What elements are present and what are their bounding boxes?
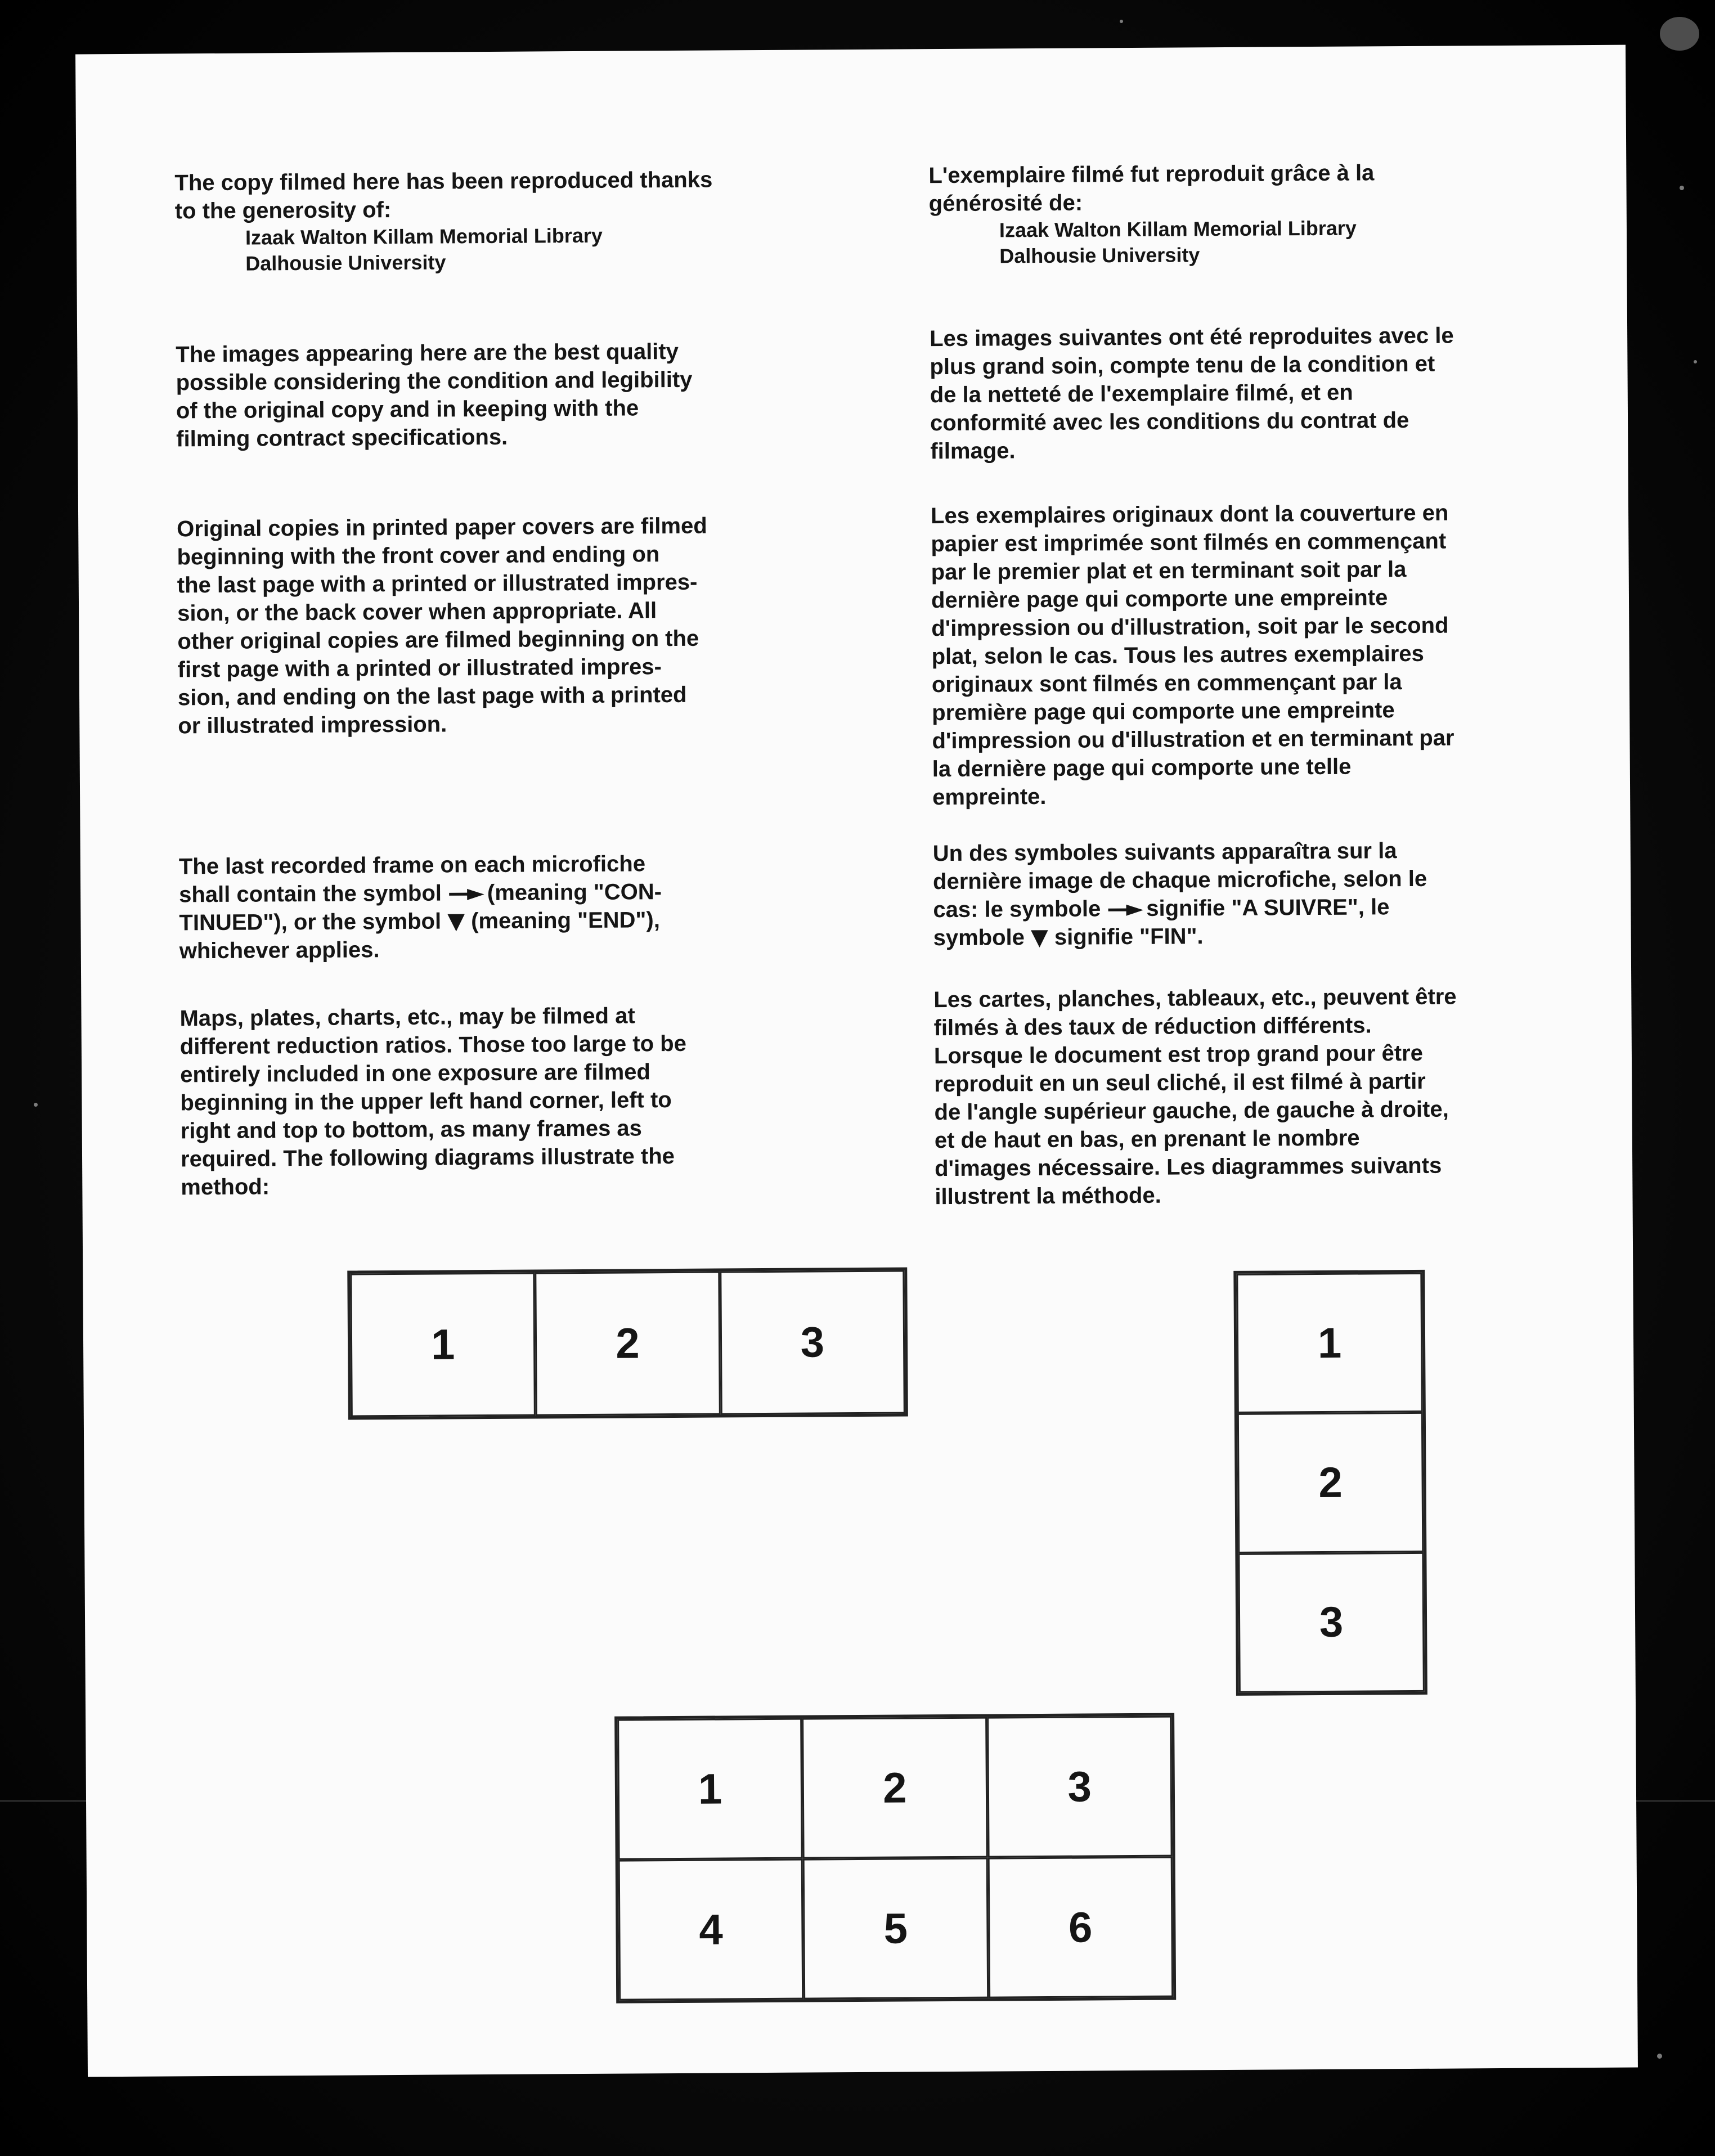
acknowledgement-line: générosité de: (928, 190, 1083, 217)
quality-en (176, 337, 806, 453)
text-line: dernière image de chaque microfiche, selon le (932, 866, 1427, 895)
text-line: of the original copy and in keeping with the (176, 396, 639, 424)
quality-fr (930, 321, 1561, 465)
text-line: Les exemplaires originaux dont la couverture en (930, 500, 1449, 529)
text-line: filming contract specifications. (176, 424, 508, 452)
text-line: filmage. (930, 438, 1016, 464)
frame-cell: 4 (618, 1859, 804, 2001)
text-fragment: TINUED"), or the symbol (179, 909, 442, 936)
text-line: entirely included in one exposure are filmed (179, 1059, 651, 1088)
text-line: beginning in the upper left hand corner, left to (180, 1088, 672, 1116)
symbols-fr (933, 836, 1564, 952)
text-line: illustrent la méthode. (935, 1183, 1161, 1210)
text-line: or illustrated impression. (178, 712, 447, 739)
text-line: sion, or the back cover when appropriate. All (177, 598, 657, 626)
text-fragment: symbole (933, 925, 1025, 951)
text-line: reproduit en un seul cliché, il est filmé à partir (934, 1068, 1426, 1097)
text-line: par le premier plat et en terminant soit par la (931, 557, 1407, 585)
frame-cell: 3 (720, 1270, 905, 1414)
dust-speck (34, 1103, 38, 1107)
dust-speck (1120, 20, 1123, 23)
text-line: plat, selon le cas. Tous les autres exemplaires (931, 641, 1424, 670)
text-line (179, 905, 809, 937)
continued-arrow-icon: —► (1107, 895, 1141, 922)
maps-en (179, 1001, 811, 1202)
frame-cell: 5 (803, 1858, 989, 2000)
text-line: the last page with a printed or illustrated impres- (177, 569, 698, 598)
text-line: method: (181, 1174, 270, 1200)
text-line (179, 877, 809, 909)
dust-speck (1680, 186, 1684, 190)
text-fragment: (meaning "END"), (471, 908, 661, 934)
continued-arrow-icon: —► (447, 880, 481, 906)
dust-speck (1660, 17, 1699, 51)
frame-cell: 2 (535, 1271, 721, 1416)
text-line: originaux sont filmés en commençant par la (931, 670, 1402, 698)
library-name: Izaak Walton Killam Memorial Library (245, 223, 603, 249)
text-line: Original copies in printed paper covers are filmed (177, 513, 707, 542)
text-line: dernière page qui comporte une empreinte (931, 585, 1388, 613)
text-line: de l'angle supérieur gauche, de gauche à droite, (934, 1097, 1449, 1125)
text-line: d'images nécessaire. Les diagrammes suivants (935, 1153, 1442, 1182)
text-line: first page with a printed or illustrated impres- (177, 654, 662, 682)
frame-cell: 1 (350, 1273, 536, 1417)
frame-cell: 2 (1237, 1412, 1424, 1553)
text-line: filmés à des taux de réduction différents. (933, 1013, 1372, 1041)
text-line: première page qui comporte une empreinte (932, 698, 1395, 726)
text-line: sion, and ending on the last page with a printed (177, 682, 687, 711)
text-line: d'impression ou d'illustration et en terminant par (932, 725, 1454, 754)
acknowledgement-en (174, 165, 805, 277)
text-line: papier est imprimée sont filmés en commençant (931, 528, 1447, 557)
text-line: required. The following diagrams illustrate the (180, 1143, 675, 1172)
text-line: Un des symboles suivants apparaîtra sur la (932, 838, 1397, 866)
frame-cell: 6 (987, 1857, 1173, 1998)
acknowledgement-line: L'exemplaire filmé fut reproduit grâce à la (928, 160, 1375, 188)
maps-fr (933, 982, 1565, 1211)
document-page (75, 45, 1638, 2077)
text-line: Lorsque le document est trop grand pour être (933, 1040, 1424, 1069)
text-line: The images appearing here are the best quality (176, 339, 679, 367)
text-line (933, 892, 1563, 924)
text-line: conformité avec les conditions du contrat de (930, 407, 1409, 436)
text-line: la dernière page qui comporte une telle (932, 754, 1352, 782)
library-name: Izaak Walton Killam Memorial Library (999, 216, 1357, 242)
text-line: d'impression ou d'illustration, soit par le second (931, 613, 1449, 641)
text-line: de la netteté de l'exemplaire filmé, et en (930, 380, 1353, 408)
university-name: Dalhousie University (245, 250, 446, 275)
frame-cell: 1 (1236, 1273, 1423, 1413)
text-line: different reduction ratios. Those too large to be (179, 1031, 687, 1059)
frame-cell: 3 (987, 1716, 1173, 1858)
text-fragment: (meaning "CON- (487, 879, 662, 906)
frame-cell: 2 (802, 1717, 987, 1859)
text-line: plus grand soin, compte tenu de la condition et (930, 351, 1435, 380)
frame-cell: 3 (1238, 1552, 1425, 1693)
text-line: whichever applies. (179, 937, 380, 964)
text-line: other original copies are filmed beginning on the (177, 626, 699, 654)
symbols-en (179, 849, 810, 965)
originals-fr (931, 498, 1563, 811)
text-line: right and top to bottom, as many frames as (180, 1116, 642, 1144)
text-line: The last recorded frame on each microfiche (178, 851, 646, 879)
diagram-horizontal (347, 1267, 908, 1420)
text-line: empreinte. (932, 784, 1047, 810)
text-line: possible considering the condition and legibility (176, 367, 693, 396)
text-line: Les cartes, planches, tableaux, etc., peuvent être (933, 984, 1457, 1013)
acknowledgement-line: to the generosity of: (174, 197, 392, 224)
text-line: et de haut en bas, en prenant le nombre (934, 1125, 1360, 1153)
originals-en (177, 511, 808, 740)
text-fragment: signifie "FIN". (1054, 924, 1204, 950)
text-fragment: signifie "A SUIVRE", le (1146, 895, 1390, 921)
diagram-grid (614, 1713, 1176, 2004)
end-triangle-icon: ▼ (1030, 924, 1048, 951)
dust-speck (1657, 2054, 1662, 2059)
text-line (933, 920, 1564, 952)
end-triangle-icon: ▼ (447, 908, 465, 935)
university-name: Dalhousie University (999, 243, 1200, 268)
text-fragment: shall contain the symbol (179, 881, 442, 908)
frame-cell: 1 (617, 1718, 803, 1860)
acknowledgement-fr (928, 158, 1559, 270)
text-line: Maps, plates, charts, etc., may be filmed at (179, 1003, 635, 1031)
dust-speck (1694, 360, 1697, 363)
acknowledgement-line: The copy filmed here has been reproduced thanks (174, 167, 713, 196)
diagram-vertical (1233, 1270, 1427, 1696)
text-line: Les images suivantes ont été reproduites avec le (930, 323, 1454, 352)
text-fragment: cas: le symbole (933, 896, 1101, 923)
text-line: beginning with the front cover and ending on (177, 542, 660, 570)
